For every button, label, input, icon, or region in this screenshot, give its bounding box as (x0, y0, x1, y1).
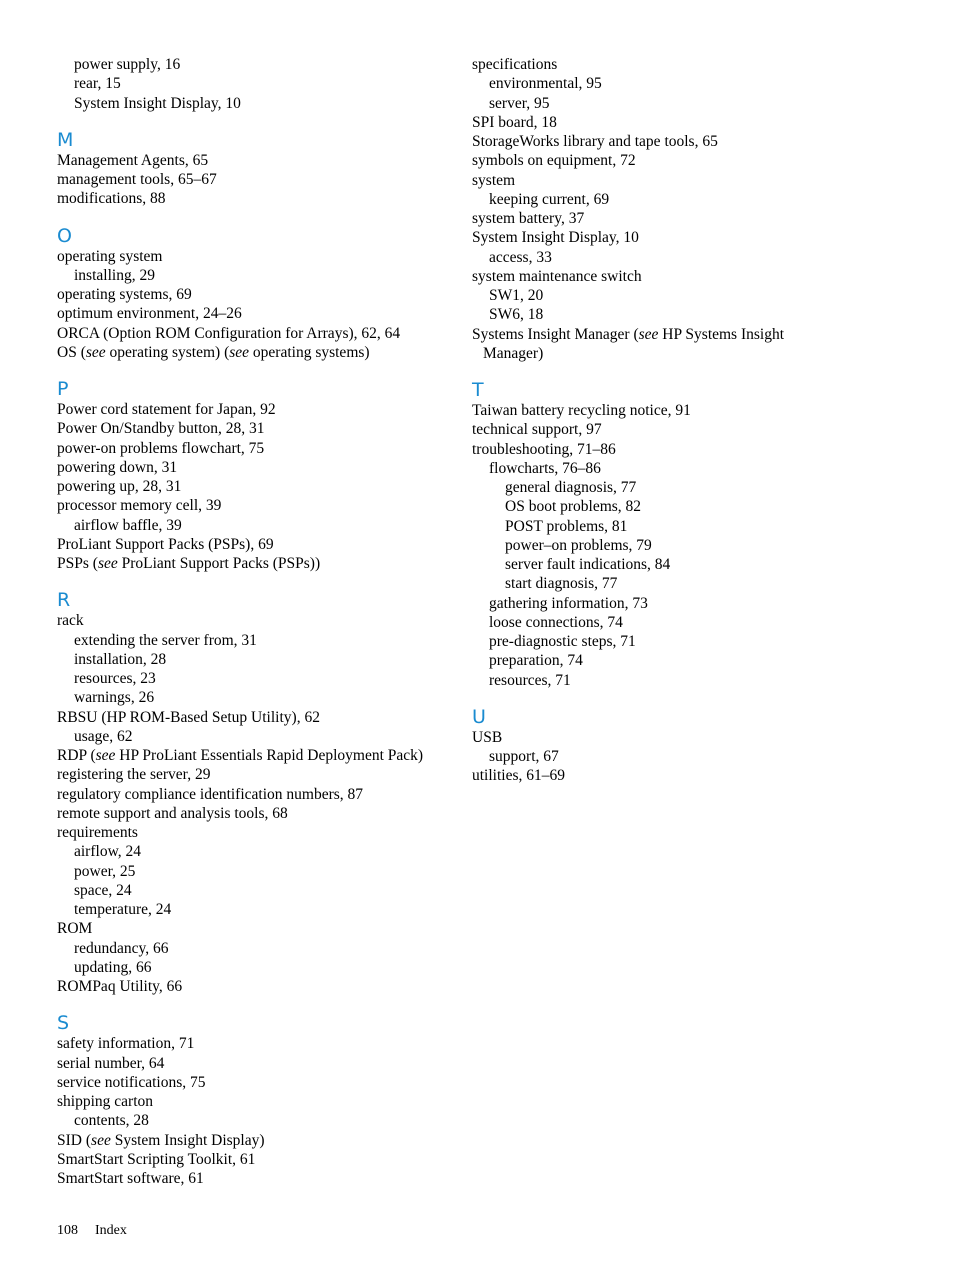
index-entry-troubleshooting-71-86[interactable]: troubleshooting, 71–86 (472, 440, 616, 458)
index-entry-operating-system[interactable]: operating system (57, 247, 163, 265)
index-column-left (57, 55, 457, 1188)
index-subentry-keeping-current-69[interactable]: keeping current, 69 (489, 190, 610, 208)
index-subentry-flowcharts-76-86[interactable]: flowcharts, 76–86 (489, 459, 601, 477)
index-subentry-start-diagnosis-77[interactable]: start diagnosis, 77 (505, 575, 618, 593)
index-subentry-power-25[interactable]: power, 25 (74, 862, 136, 880)
see-reference-word: see (97, 555, 118, 572)
index-entry-psps-see-proliant-support-packs-psps[interactable]: PSPs (see ProLiant Support Packs (PSPs)) (57, 555, 321, 572)
index-entry-smartstart-scripting-toolkit-61[interactable]: SmartStart Scripting Toolkit, 61 (57, 1150, 256, 1168)
index-entry-powering-up-28-31[interactable]: powering up, 28, 31 (57, 478, 182, 495)
index-subentry-support-67[interactable]: support, 67 (489, 748, 559, 765)
index-subentry-installing-29[interactable]: installing, 29 (74, 266, 155, 284)
see-reference-word: see (229, 343, 250, 361)
index-subentry-usage-62[interactable]: usage, 62 (74, 727, 133, 745)
index-entry-shipping-carton[interactable]: shipping carton (57, 1093, 153, 1110)
section-letter-r: R (57, 589, 71, 612)
index-entry-rack[interactable]: rack (57, 612, 84, 630)
index-subentry-rear-15[interactable]: rear, 15 (74, 75, 121, 93)
index-entry-regulatory-compliance-identification-num[interactable]: regulatory compliance identification numbers, 87 (57, 785, 364, 803)
index-subentry-updating-66[interactable]: updating, 66 (74, 958, 152, 976)
section-letter-t: T (472, 379, 484, 401)
index-entry-optimum-environment-24-26[interactable]: optimum environment, 24–26 (57, 305, 242, 323)
index-entry-usb[interactable]: USB (472, 728, 503, 746)
index-entry-system-insight-display-10[interactable]: System Insight Display, 10 (472, 229, 639, 247)
index-entry-operating-systems-69[interactable]: operating systems, 69 (57, 286, 192, 303)
index-subentry-server-fault-indications-84[interactable]: server fault indications, 84 (505, 556, 671, 573)
section-letter-m: M (57, 128, 74, 151)
index-entry-rbsu-hp-rom-based-setup-utility-62[interactable]: RBSU (HP ROM-Based Setup Utility), 62 (57, 708, 320, 726)
page-number: 108 (57, 1223, 78, 1238)
index-subentry-loose-connections-74[interactable]: loose connections, 74 (489, 613, 623, 631)
index-entry-remote-support-and-analysis-tools-68[interactable]: remote support and analysis tools, 68 (57, 804, 288, 822)
section-letter-o: O (57, 224, 72, 247)
index-subentry-airflow-24[interactable]: airflow, 24 (74, 843, 142, 861)
index-entry-management-tools-65-67[interactable]: management tools, 65–67 (57, 171, 217, 188)
index-entry-specifications[interactable]: specifications (472, 56, 558, 73)
page-footer (57, 1222, 127, 1240)
index-subentry-redundancy-66[interactable]: redundancy, 66 (74, 939, 169, 957)
index-entry-serial-number-64[interactable]: serial number, 64 (57, 1054, 165, 1072)
index-entry-storageworks-library-and-tape-tools-65[interactable]: StorageWorks library and tape tools, 65 (472, 133, 718, 150)
index-subentry-power-on-problems-79[interactable]: power–on problems, 79 (505, 536, 652, 554)
index-column-right (472, 55, 892, 786)
index-entry-symbols-on-equipment-72[interactable]: symbols on equipment, 72 (472, 152, 636, 170)
index-subentry-preparation-74[interactable]: preparation, 74 (489, 652, 583, 670)
index-subentry-pre-diagnostic-steps-71[interactable]: pre-diagnostic steps, 71 (489, 633, 636, 650)
index-entry-taiwan-battery-recycling-notice-91[interactable]: Taiwan battery recycling notice, 91 (472, 402, 691, 419)
index-subentry-resources-71[interactable]: resources, 71 (489, 671, 571, 689)
index-entry-smartstart-software-61[interactable]: SmartStart software, 61 (57, 1170, 204, 1187)
index-entry-modifications-88[interactable]: modifications, 88 (57, 190, 166, 208)
index-subentry-space-24[interactable]: space, 24 (74, 881, 132, 899)
index-subentry-power-supply-16[interactable]: power supply, 16 (74, 56, 181, 73)
index-entry-rdp-see-hp-proliant-essentials-rapid-dep[interactable]: RDP (see HP ProLiant Essentials Rapid Deployment Pack) (57, 747, 424, 764)
index-entry-powering-down-31[interactable]: powering down, 31 (57, 458, 178, 476)
section-letter-u: U (472, 705, 486, 728)
section-letter-p: P (57, 378, 69, 400)
index-subentry-contents-28[interactable]: contents, 28 (74, 1112, 149, 1130)
index-subentry-server-95[interactable]: server, 95 (489, 94, 550, 112)
see-reference-word: see (95, 747, 116, 764)
index-subentry-warnings-26[interactable]: warnings, 26 (74, 689, 155, 707)
index-subentry-airflow-baffle-39[interactable]: airflow baffle, 39 (74, 516, 182, 534)
index-subentry-general-diagnosis-77[interactable]: general diagnosis, 77 (505, 479, 637, 496)
section-letter-s: S (57, 1012, 70, 1035)
index-entry-power-on-standby-button-28-31[interactable]: Power On/Standby button, 28, 31 (57, 420, 265, 438)
index-subentry-temperature-24[interactable]: temperature, 24 (74, 901, 172, 918)
index-entry-rom[interactable]: ROM (57, 920, 93, 938)
see-reference-word: see (91, 1131, 111, 1149)
index-subentry-sw1-20[interactable]: SW1, 20 (489, 287, 544, 304)
index-subentry-extending-the-server-from-31[interactable]: extending the server from, 31 (74, 631, 257, 649)
index-entry-utilities-61-69[interactable]: utilities, 61–69 (472, 767, 565, 785)
index-entry-rompaq-utility-66[interactable]: ROMPaq Utility, 66 (57, 978, 183, 995)
index-entry-safety-information-71[interactable]: safety information, 71 (57, 1035, 195, 1053)
footer-section-title: Index (95, 1223, 127, 1238)
index-entry-orca-option-rom-configuration-for-arrays[interactable]: ORCA (Option ROM Configuration for Arrays), 62, 64 (57, 324, 401, 342)
index-subentry-environmental-95[interactable]: environmental, 95 (489, 75, 602, 93)
see-reference-word: see (638, 325, 659, 343)
see-reference-word: see (85, 343, 106, 361)
index-entry-management-agents-65[interactable]: Management Agents, 65 (57, 151, 209, 169)
index-entry-proliant-support-packs-psps-69[interactable]: ProLiant Support Packs (PSPs), 69 (57, 535, 274, 553)
index-entry-registering-the-server-29[interactable]: registering the server, 29 (57, 766, 211, 784)
index-entry-system-battery-37[interactable]: system battery, 37 (472, 210, 585, 227)
index-subentry-manager[interactable]: Manager) (483, 344, 544, 362)
index-entry-systems-insight-manager-see-hp-systems-i[interactable]: Systems Insight Manager (see HP Systems Insight (472, 325, 785, 343)
index-subentry-post-problems-81[interactable]: POST problems, 81 (505, 517, 628, 535)
index-subentry-gathering-information-73[interactable]: gathering information, 73 (489, 594, 648, 612)
index-subentry-sw6-18[interactable]: SW6, 18 (489, 306, 544, 324)
index-entry-requirements[interactable]: requirements (57, 824, 138, 841)
index-entry-sid-see-system-insight-display[interactable]: SID (see System Insight Display) (57, 1131, 265, 1149)
index-entry-spi-board-18[interactable]: SPI board, 18 (472, 113, 557, 131)
index-entry-technical-support-97[interactable]: technical support, 97 (472, 421, 602, 439)
index-entry-processor-memory-cell-39[interactable]: processor memory cell, 39 (57, 497, 222, 515)
index-entry-service-notifications-75[interactable]: service notifications, 75 (57, 1073, 206, 1091)
index-entry-power-cord-statement-for-japan-92[interactable]: Power cord statement for Japan, 92 (57, 401, 276, 418)
index-entry-os-see-operating-system-see-operating-sy[interactable]: OS (see operating system) (see operating systems) (57, 343, 370, 361)
index-subentry-os-boot-problems-82[interactable]: OS boot problems, 82 (505, 498, 642, 516)
index-subentry-access-33[interactable]: access, 33 (489, 248, 552, 266)
index-subentry-system-insight-display-10[interactable]: System Insight Display, 10 (74, 94, 241, 112)
index-entry-system[interactable]: system (472, 171, 516, 189)
index-entry-system-maintenance-switch[interactable]: system maintenance switch (472, 267, 642, 285)
index-subentry-installation-28[interactable]: installation, 28 (74, 650, 167, 668)
index-entry-power-on-problems-flowchart-75[interactable]: power-on problems flowchart, 75 (57, 439, 265, 457)
index-subentry-resources-23[interactable]: resources, 23 (74, 670, 156, 687)
